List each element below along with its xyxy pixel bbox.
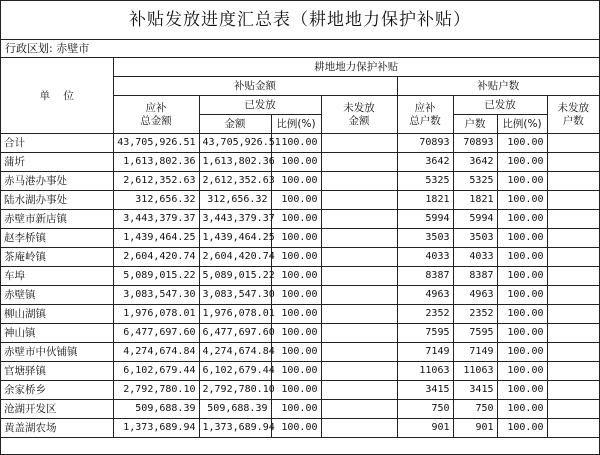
amount-ratio-cell: 100.00 <box>271 400 321 419</box>
paid-amount-cell: 312,656.32 <box>199 191 271 210</box>
unit-name-cell: 合计 <box>1 134 113 153</box>
table-row <box>1 400 599 419</box>
paid-amount-cell: 6,102,679.44 <box>199 362 271 381</box>
should-amount-cell: 2,612,352.63 <box>113 172 199 191</box>
table-row <box>1 286 599 305</box>
should-amount-cell: 3,443,379.37 <box>113 210 199 229</box>
unpaid-households-cell <box>547 267 599 286</box>
table-row <box>1 343 599 362</box>
table-row <box>1 153 599 172</box>
unpaid-amount-cell <box>321 305 397 324</box>
table-row <box>1 172 599 191</box>
unit-name-cell: 官塘驿镇 <box>1 362 113 381</box>
households-ratio-cell: 100.00 <box>497 362 547 381</box>
amount-ratio-cell: 100.00 <box>271 324 321 343</box>
paid-households-cell: 7149 <box>453 343 497 362</box>
unpaid-households-cell <box>547 134 599 153</box>
unit-name-cell: 赤壁市新店镇 <box>1 210 113 229</box>
unpaid-households-cell <box>547 248 599 267</box>
amount-ratio-cell: 100.00 <box>271 153 321 172</box>
paid-households-cell: 70893 <box>453 134 497 153</box>
unpaid-amount-cell <box>321 286 397 305</box>
subsidy-group-header: 耕地地力保护补贴 <box>113 58 599 77</box>
households-ratio-cell: 100.00 <box>497 229 547 248</box>
unit-name-cell: 黄盖湖农场 <box>1 419 113 438</box>
table-row <box>1 191 599 210</box>
households-ratio-cell: 100.00 <box>497 343 547 362</box>
paid-amount-cell: 1,439,464.25 <box>199 229 271 248</box>
paid-households-cell: 8387 <box>453 267 497 286</box>
should-amount-cell: 1,373,689.94 <box>113 419 199 438</box>
should-amount-cell: 3,083,547.30 <box>113 286 199 305</box>
households-ratio-cell: 100.00 <box>497 305 547 324</box>
amount-ratio-cell: 100.00 <box>271 210 321 229</box>
should-households-cell: 11063 <box>397 362 453 381</box>
paid-households-cell: 3415 <box>453 381 497 400</box>
paid-amount-cell: 1,613,802.36 <box>199 153 271 172</box>
amount-ratio-cell: 100.00 <box>271 362 321 381</box>
report-title: 补贴发放进度汇总表（耕地地力保护补贴） <box>1 1 599 40</box>
amount-ratio-cell: 100.00 <box>271 191 321 210</box>
paid-amount-cell: 2,612,352.63 <box>199 172 271 191</box>
unit-header: 单 位 <box>1 58 113 134</box>
should-households-cell: 5994 <box>397 210 453 229</box>
households-ratio-cell: 100.00 <box>497 153 547 172</box>
table-header <box>1 58 599 134</box>
unit-name-cell: 柳山湖镇 <box>1 305 113 324</box>
households-group-header: 补贴户数 <box>397 77 599 96</box>
households-ratio-cell: 100.00 <box>497 286 547 305</box>
unpaid-amount-cell <box>321 362 397 381</box>
paid-households-cell: 750 <box>453 400 497 419</box>
table-row <box>1 210 599 229</box>
unpaid-amount-header: 未发放 金额 <box>321 96 397 134</box>
amount-group-header: 补贴金额 <box>113 77 397 96</box>
unpaid-households-cell <box>547 286 599 305</box>
table-row <box>1 324 599 343</box>
should-amount-header: 应补 总金额 <box>113 96 199 134</box>
amount-subheader: 金额 <box>199 115 271 134</box>
table-row <box>1 305 599 324</box>
should-households-cell: 5325 <box>397 172 453 191</box>
paid-amount-cell: 509,688.39 <box>199 400 271 419</box>
should-households-cell: 7149 <box>397 343 453 362</box>
households-ratio-cell: 100.00 <box>497 134 547 153</box>
unpaid-households-cell <box>547 381 599 400</box>
households-ratio-cell: 100.00 <box>497 191 547 210</box>
region-value: 赤壁市 <box>56 42 90 55</box>
should-amount-cell: 43,705,926.51 <box>113 134 199 153</box>
paid-households-cell: 901 <box>453 419 497 438</box>
paid-households-cell: 4963 <box>453 286 497 305</box>
unpaid-amount-cell <box>321 191 397 210</box>
paid-amount-cell: 3,083,547.30 <box>199 286 271 305</box>
unpaid-households-cell <box>547 229 599 248</box>
unit-name-cell: 赤壁市中伙铺镇 <box>1 343 113 362</box>
unpaid-amount-cell <box>321 134 397 153</box>
unit-name-cell: 陆水湖办事处 <box>1 191 113 210</box>
paid-amount-cell: 2,792,780.10 <box>199 381 271 400</box>
unit-name-cell: 赤马港办事处 <box>1 172 113 191</box>
unpaid-amount-cell <box>321 210 397 229</box>
unpaid-households-cell <box>547 210 599 229</box>
should-amount-cell: 1,613,802.36 <box>113 153 199 172</box>
amount-ratio-cell: 100.00 <box>271 172 321 191</box>
paid-amount-cell: 43,705,926.51 <box>199 134 271 153</box>
should-households-cell: 750 <box>397 400 453 419</box>
unpaid-households-cell <box>547 343 599 362</box>
table-row <box>1 362 599 381</box>
paid-households-header: 已发放 <box>453 96 547 115</box>
unpaid-amount-cell <box>321 267 397 286</box>
unpaid-households-cell <box>547 400 599 419</box>
amount-ratio-cell: 100.00 <box>271 267 321 286</box>
paid-amount-cell: 3,443,379.37 <box>199 210 271 229</box>
households-ratio-cell: 100.00 <box>497 400 547 419</box>
should-amount-cell: 6,102,679.44 <box>113 362 199 381</box>
should-amount-cell: 2,792,780.10 <box>113 381 199 400</box>
should-households-cell: 901 <box>397 419 453 438</box>
table-row <box>1 229 599 248</box>
progress-table <box>1 58 599 438</box>
unpaid-amount-cell <box>321 153 397 172</box>
should-amount-cell: 1,439,464.25 <box>113 229 199 248</box>
should-households-cell: 70893 <box>397 134 453 153</box>
unpaid-households-cell <box>547 362 599 381</box>
paid-amount-cell: 2,604,420.74 <box>199 248 271 267</box>
households-ratio-cell: 100.00 <box>497 267 547 286</box>
unpaid-amount-cell <box>321 229 397 248</box>
unit-name-cell: 沧湖开发区 <box>1 400 113 419</box>
amount-ratio-cell: 100.00 <box>271 248 321 267</box>
should-households-cell: 7595 <box>397 324 453 343</box>
amount-ratio-subheader: 比例(%) <box>271 115 321 134</box>
unpaid-amount-cell <box>321 400 397 419</box>
unpaid-amount-cell <box>321 172 397 191</box>
paid-households-cell: 11063 <box>453 362 497 381</box>
unit-name-cell: 茶庵岭镇 <box>1 248 113 267</box>
should-amount-cell: 1,976,078.01 <box>113 305 199 324</box>
should-households-cell: 3642 <box>397 153 453 172</box>
unpaid-amount-cell <box>321 343 397 362</box>
paid-households-cell: 5994 <box>453 210 497 229</box>
unpaid-households-cell <box>547 153 599 172</box>
table-body <box>1 134 599 438</box>
paid-households-cell: 4033 <box>453 248 497 267</box>
households-ratio-subheader: 比例(%) <box>497 115 547 134</box>
amount-ratio-cell: 100.00 <box>271 229 321 248</box>
households-subheader: 户数 <box>453 115 497 134</box>
unit-name-cell: 余家桥乡 <box>1 381 113 400</box>
paid-households-cell: 2352 <box>453 305 497 324</box>
region-label: 行政区划: <box>5 42 53 55</box>
paid-amount-cell: 1,373,689.94 <box>199 419 271 438</box>
paid-households-cell: 5325 <box>453 172 497 191</box>
amount-ratio-cell: 100.00 <box>271 381 321 400</box>
households-ratio-cell: 100.00 <box>497 248 547 267</box>
unpaid-amount-cell <box>321 248 397 267</box>
should-households-cell: 1821 <box>397 191 453 210</box>
table-row <box>1 381 599 400</box>
unit-name-cell: 赤壁镇 <box>1 286 113 305</box>
table-row <box>1 267 599 286</box>
paid-amount-cell: 6,477,697.60 <box>199 324 271 343</box>
should-amount-cell: 5,089,015.22 <box>113 267 199 286</box>
unpaid-households-cell <box>547 305 599 324</box>
unit-name-cell: 车埠 <box>1 267 113 286</box>
region-line <box>1 40 599 58</box>
households-ratio-cell: 100.00 <box>497 324 547 343</box>
unit-name-cell: 赵李桥镇 <box>1 229 113 248</box>
should-amount-cell: 312,656.32 <box>113 191 199 210</box>
unit-name-cell: 蒲圻 <box>1 153 113 172</box>
should-households-cell: 2352 <box>397 305 453 324</box>
paid-amount-cell: 1,976,078.01 <box>199 305 271 324</box>
should-amount-cell: 4,274,674.84 <box>113 343 199 362</box>
should-amount-cell: 2,604,420.74 <box>113 248 199 267</box>
should-households-header: 应补 总户数 <box>397 96 453 134</box>
unit-name-cell: 神山镇 <box>1 324 113 343</box>
amount-ratio-cell: 100.00 <box>271 305 321 324</box>
unpaid-amount-cell <box>321 419 397 438</box>
unpaid-amount-cell <box>321 324 397 343</box>
should-households-cell: 8387 <box>397 267 453 286</box>
paid-households-cell: 1821 <box>453 191 497 210</box>
households-ratio-cell: 100.00 <box>497 172 547 191</box>
unpaid-amount-cell <box>321 381 397 400</box>
unpaid-households-cell <box>547 419 599 438</box>
should-amount-cell: 509,688.39 <box>113 400 199 419</box>
should-households-cell: 4033 <box>397 248 453 267</box>
paid-amount-cell: 4,274,674.84 <box>199 343 271 362</box>
unpaid-households-cell <box>547 172 599 191</box>
paid-amount-cell: 5,089,015.22 <box>199 267 271 286</box>
should-households-cell: 3503 <box>397 229 453 248</box>
paid-households-cell: 7595 <box>453 324 497 343</box>
households-ratio-cell: 100.00 <box>497 210 547 229</box>
unpaid-households-cell <box>547 324 599 343</box>
amount-ratio-cell: 100.00 <box>271 286 321 305</box>
amount-ratio-cell: 100.00 <box>271 343 321 362</box>
amount-ratio-cell: 100.00 <box>271 419 321 438</box>
table-row <box>1 248 599 267</box>
paid-households-cell: 3642 <box>453 153 497 172</box>
paid-households-cell: 3503 <box>453 229 497 248</box>
total-row <box>1 134 599 153</box>
table-row <box>1 419 599 438</box>
should-households-cell: 3415 <box>397 381 453 400</box>
unpaid-households-header: 未发放 户数 <box>547 96 599 134</box>
paid-amount-header: 已发放 <box>199 96 321 115</box>
amount-ratio-cell: 100.00 <box>271 134 321 153</box>
unpaid-households-cell <box>547 191 599 210</box>
should-households-cell: 4963 <box>397 286 453 305</box>
should-amount-cell: 6,477,697.60 <box>113 324 199 343</box>
households-ratio-cell: 100.00 <box>497 381 547 400</box>
households-ratio-cell: 100.00 <box>497 419 547 438</box>
